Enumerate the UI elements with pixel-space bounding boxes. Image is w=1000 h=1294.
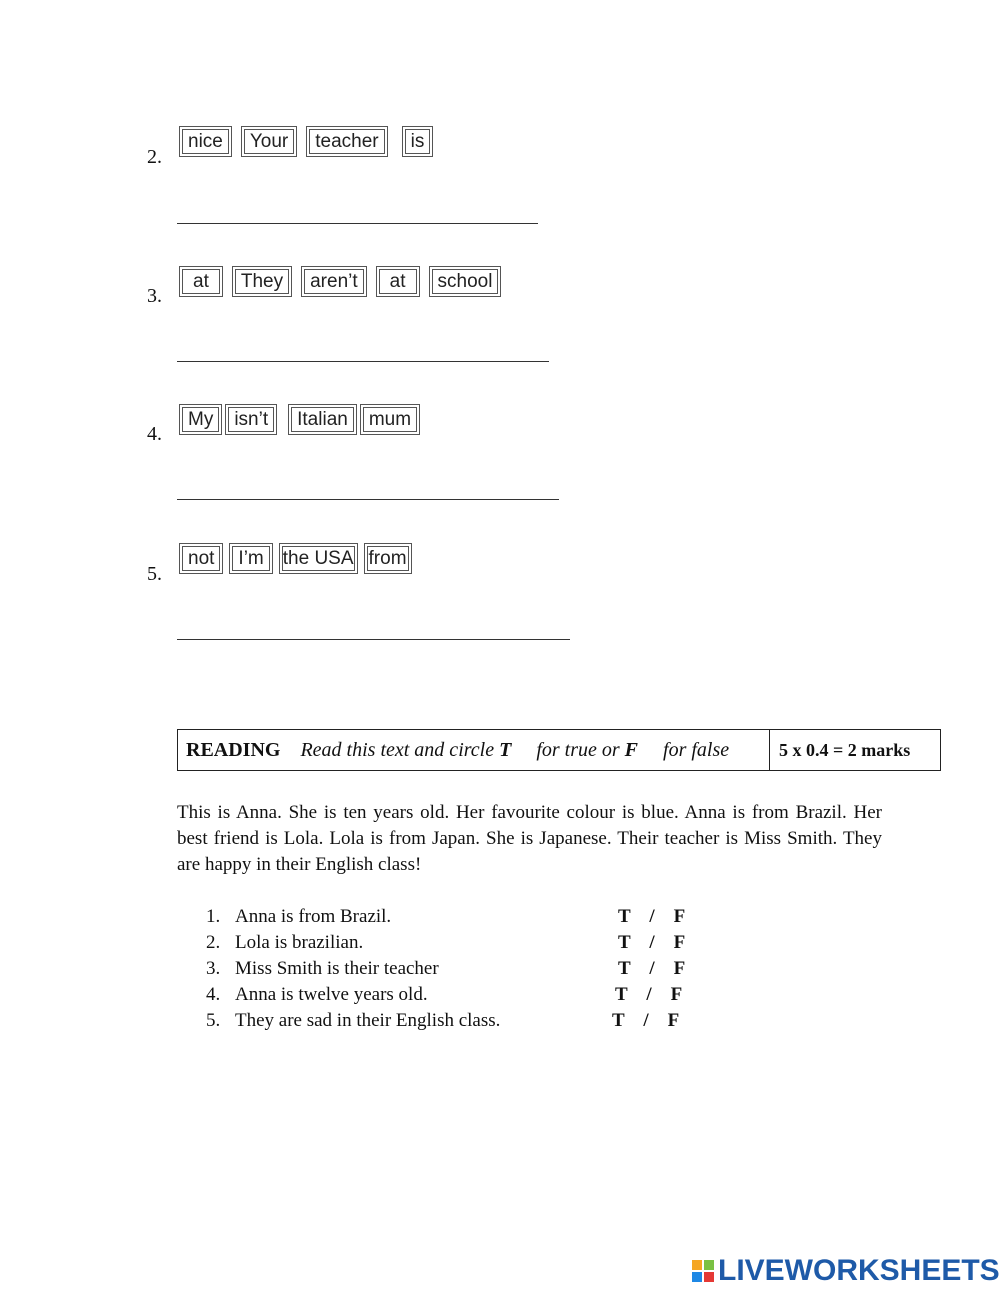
statement-number: 4. [206, 984, 221, 1005]
statement-number: 3. [206, 958, 221, 979]
reading-title-cell [178, 730, 770, 770]
word-card[interactable]: nice [179, 126, 232, 157]
statement-text: Anna is twelve years old. [235, 984, 428, 1005]
word-row [179, 404, 429, 435]
reading-passage: This is Anna. She is ten years old. Her favourite colour is blue. Anna is from Brazil. Her best friend is Lola. Lola is from Japan. She is Japanese. Their teacher is Miss Smith. They are happy in their English class! [177, 802, 882, 875]
word-card[interactable]: not [179, 543, 223, 574]
word-card[interactable]: teacher [306, 126, 387, 157]
word-card[interactable]: at [376, 266, 420, 297]
word-card[interactable]: My [179, 404, 222, 435]
marks-cell: 5 x 0.4 = 2 marks [779, 739, 911, 760]
word-card[interactable]: aren’t [301, 266, 367, 297]
word-card[interactable]: Your [241, 126, 297, 157]
statement-text: Anna is from Brazil. [235, 906, 392, 927]
brand-name: LIVEWORKSHEETS [718, 1254, 1000, 1287]
list-item [206, 930, 726, 956]
logo-square [692, 1272, 702, 1282]
true-false-options[interactable]: T / F [615, 984, 683, 1005]
statement-number: 2. [206, 932, 221, 953]
liveworksheets-logo-icon [692, 1260, 714, 1282]
statement-number: 5. [206, 1010, 221, 1031]
answer-line[interactable] [177, 639, 570, 640]
question-number: 2. [147, 146, 162, 168]
list-item [206, 904, 726, 930]
word-card[interactable]: isn’t [225, 404, 277, 435]
word-card[interactable]: from [364, 543, 412, 574]
word-card[interactable]: at [179, 266, 223, 297]
true-false-options[interactable]: T / F [612, 1010, 680, 1031]
list-item [206, 982, 726, 1008]
true-false-options[interactable]: T / F [618, 906, 686, 927]
word-card[interactable]: They [232, 266, 292, 297]
word-card[interactable]: mum [360, 404, 420, 435]
word-card[interactable]: the USA [279, 543, 358, 574]
liveworksheets-brand [692, 1254, 1000, 1288]
question-number: 4. [147, 423, 162, 445]
logo-square [692, 1260, 702, 1270]
word-row [179, 126, 442, 157]
statement-text: Miss Smith is their teacher [235, 958, 439, 979]
statement-text: Lola is brazilian. [235, 932, 364, 953]
list-item [206, 1008, 726, 1034]
reading-instruction: Read this text and circle T for true or F for false [300, 738, 730, 761]
question-number: 5. [147, 563, 162, 585]
logo-square [704, 1272, 714, 1282]
answer-line[interactable] [177, 499, 559, 500]
word-card[interactable]: school [429, 266, 502, 297]
true-false-list [206, 904, 726, 1034]
word-card[interactable]: is [402, 126, 434, 157]
logo-square [704, 1260, 714, 1270]
word-card[interactable]: I’m [229, 543, 272, 574]
word-row [179, 543, 421, 574]
answer-line[interactable] [177, 361, 549, 362]
reading-header-box [177, 729, 941, 771]
statement-number: 1. [206, 906, 221, 927]
true-false-options[interactable]: T / F [618, 932, 686, 953]
statement-text: They are sad in their English class. [235, 1010, 501, 1031]
word-row [179, 266, 510, 297]
list-item [206, 956, 726, 982]
question-number: 3. [147, 285, 162, 307]
word-card[interactable]: Italian [288, 404, 357, 435]
reading-heading: READING [186, 738, 281, 761]
true-false-options[interactable]: T / F [618, 958, 686, 979]
answer-line[interactable] [177, 223, 538, 224]
